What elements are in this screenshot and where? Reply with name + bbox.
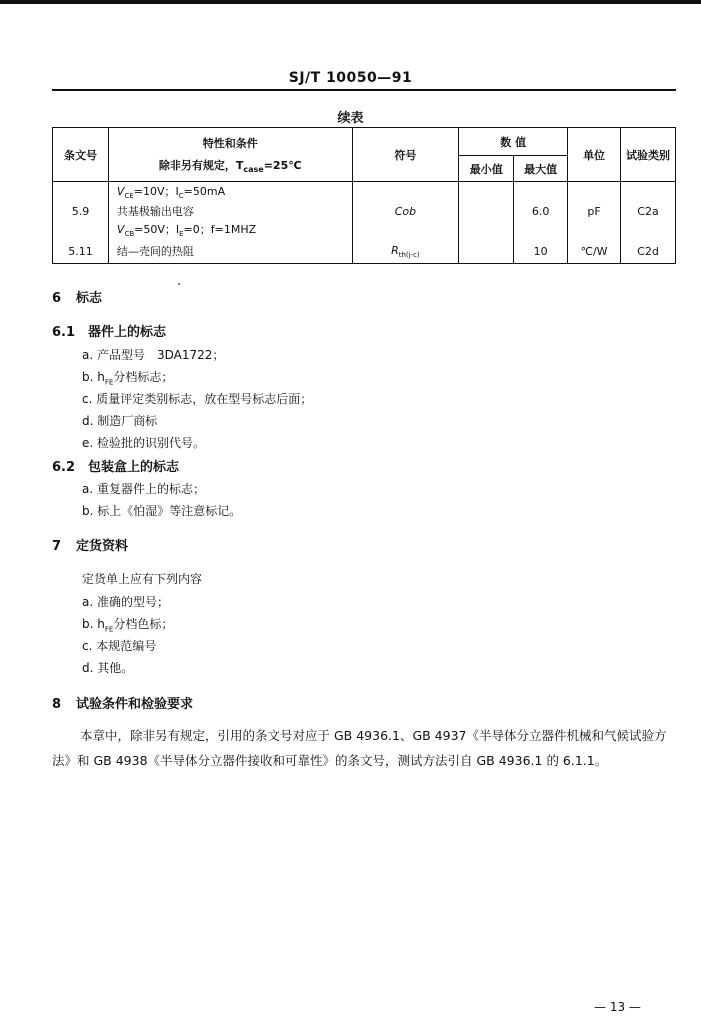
header-conditions-line1: 特性和条件 — [202, 136, 258, 150]
scan-speck — [178, 283, 180, 285]
test-cell: C2a — [621, 202, 676, 221]
condition-cell: $V_{CE}=10V$；$I_C=50mA$ — [108, 182, 352, 202]
min-cell — [459, 240, 514, 264]
section-8-paragraph: 本章中，除非另有规定，引用的条文号对应于 GB 4936.1、GB 4937《半导体分立器件机械和气候试验方法》和 GB 4938《半导体分立器件接收和可靠性》的条文号，测试方法引自 GB 4936.1 的 6.1.1。 — [52, 728, 667, 768]
list-item: b. $h_{FE}$分档标志； — [82, 370, 174, 387]
section-7-intro: 定货单上应有下列内容 — [82, 572, 203, 586]
list-item: d. 制造厂商标 — [82, 414, 158, 428]
condition-cell: 共基极输出电容 — [108, 202, 352, 221]
symbol-cell: Cob — [352, 202, 459, 221]
condition-cell: $V_{CB}=50V$；$I_E=0$；f=1MHZ — [108, 221, 352, 240]
max-cell: 10 — [514, 240, 568, 264]
header-min: 最小值 — [459, 156, 514, 182]
header-conditions — [108, 128, 352, 182]
list-item: d. 其他。 — [82, 661, 134, 675]
header-clause: 条文号 — [53, 128, 109, 182]
list-item: b. $h_{FE}$分档色标； — [82, 617, 174, 634]
section-6-heading: 6 标志 — [52, 291, 103, 306]
page-number: — 13 — — [594, 1000, 641, 1014]
section-6-2-heading: 6.2 包装盒上的标志 — [52, 460, 180, 475]
list-item: a. 重复器件上的标志； — [82, 482, 205, 496]
list-item: c. 质量评定类别标志，放在型号标志后面； — [82, 392, 313, 406]
characteristics-table — [52, 127, 676, 264]
list-item: b. 标上《怕湿》等注意标记。 — [82, 504, 242, 518]
clause-cell: 5.11 — [53, 240, 109, 264]
list-item: a. 准确的型号； — [82, 595, 169, 609]
header-test-category: 试验类别 — [621, 128, 676, 182]
table-caption: 续表 — [337, 111, 364, 126]
clause-cell: 5.9 — [53, 202, 109, 221]
header-value: 数 值 — [459, 128, 568, 156]
section-6-1-heading: 6.1 器件上的标志 — [52, 325, 167, 340]
standard-number-header: SJ/T 10050—91 — [288, 70, 413, 86]
max-cell: 6.0 — [514, 202, 568, 221]
section-8-heading: 8 试验条件和检验要求 — [52, 697, 194, 712]
header-conditions-line2: 除非另有规定，T — [158, 158, 244, 172]
unit-cell: ℃/W — [568, 240, 621, 264]
header-symbol: 符号 — [352, 128, 459, 182]
table-row — [53, 202, 676, 221]
list-item: e. 检验批的识别代号。 — [82, 436, 206, 450]
symbol-cell: $R_{th(j-c)}$ — [352, 240, 459, 264]
header-unit: 单位 — [568, 128, 621, 182]
table-row — [53, 182, 676, 202]
list-item: c. 本规范编号 — [82, 639, 157, 653]
table-row — [53, 240, 676, 264]
condition-cell: 结—壳间的热阻 — [108, 240, 352, 264]
min-cell — [459, 202, 514, 221]
header-rule — [52, 89, 676, 91]
section-7-heading: 7 定货资料 — [52, 539, 129, 554]
header-max: 最大值 — [514, 156, 568, 182]
header-conditions-tail: =25℃ — [263, 158, 302, 172]
scan-top-edge — [0, 0, 701, 4]
unit-cell: pF — [568, 202, 621, 221]
header-conditions-sub: case — [243, 165, 264, 175]
table-row — [53, 221, 676, 240]
list-item: a. 产品型号 3DA1722； — [82, 348, 225, 362]
test-cell: C2d — [621, 240, 676, 264]
